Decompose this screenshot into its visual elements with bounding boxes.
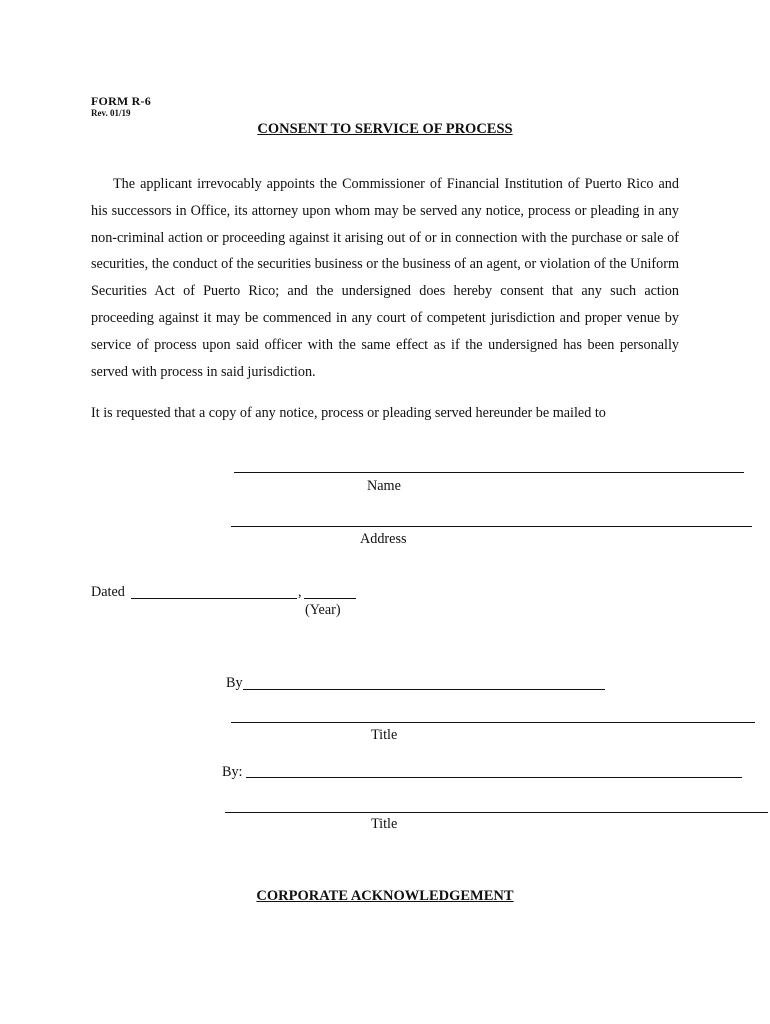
- title-field-line-1[interactable]: [231, 722, 755, 723]
- name-caption: Name: [367, 478, 401, 494]
- address-field-line[interactable]: [231, 526, 752, 527]
- acknowledgement-title: CORPORATE ACKNOWLEDGEMENT: [256, 888, 514, 904]
- date-field-line[interactable]: [131, 598, 297, 599]
- form-id: FORM R-6: [91, 94, 151, 108]
- date-comma: ,: [298, 584, 302, 600]
- dated-label: Dated: [91, 584, 125, 600]
- document-title: CONSENT TO SERVICE OF PROCESS: [257, 121, 513, 137]
- address-caption: Address: [360, 531, 407, 547]
- title-caption-1: Title: [371, 727, 398, 743]
- by-label-2: By:: [222, 764, 243, 780]
- name-field-line[interactable]: [234, 472, 744, 473]
- title-field-line-2[interactable]: [225, 812, 768, 813]
- form-revision: Rev. 01/19: [91, 108, 131, 118]
- by-label-1: By: [226, 675, 243, 691]
- year-field-line[interactable]: [304, 598, 356, 599]
- signature-line-1[interactable]: [243, 689, 605, 690]
- consent-paragraph: The applicant irrevocably appoints the Commissioner of Financial Institution of Puerto Rico and his successors in Office, its attorney upon whom may be served any notice, process or pleading in any non-criminal action or proceeding against it arising out of or in connection with the purchase or sale of securities, the conduct of the securities business or the business of an agent, or violation of the Uniform Securities Act of Puerto Rico; and the undersigned does hereby consent that any such action proceeding against it may be commenced in any court of competent jurisdiction and proper venue by service of process upon said officer with the same effect as if the undersigned has been personally served with process in said jurisdiction.: [91, 176, 679, 380]
- signature-line-2[interactable]: [246, 777, 742, 778]
- title-caption-2: Title: [371, 816, 398, 832]
- mailing-request-text: It is requested that a copy of any notice, process or pleading served hereunder be mailed to: [91, 405, 606, 421]
- year-caption: (Year): [305, 602, 341, 618]
